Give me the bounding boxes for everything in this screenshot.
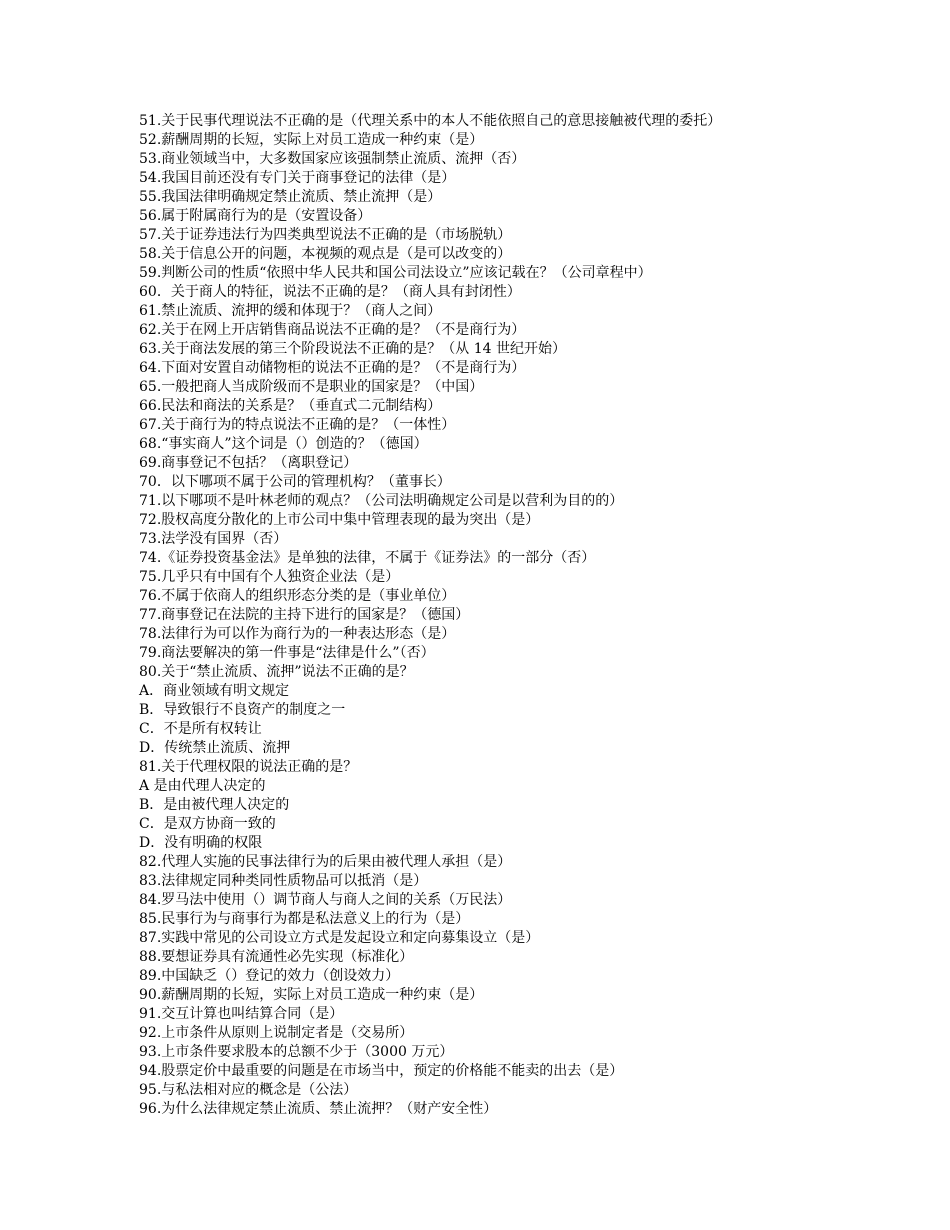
text-line: 65.一般把商人当成阶级而不是职业的国家是？（中国） xyxy=(139,379,484,395)
text-line: 84.罗马法中使用（）调节商人与商人之间的关系（万民法） xyxy=(139,892,512,908)
text-line: 53.商业领域当中，大多数国家应该强制禁止流质、流押（否） xyxy=(139,151,526,167)
text-line: 76.不属于依商人的组织形态分类的是（事业单位） xyxy=(139,588,456,604)
text-line: 79.商法要解决的第一件事是“法律是什么”（否） xyxy=(139,645,435,661)
text-line: 56.属于附属商行为的是（安置设备） xyxy=(139,208,372,224)
text-line: 63.关于商法发展的第三个阶段说法不正确的是？（从 14 世纪开始） xyxy=(139,341,566,357)
text-line: 72.股权高度分散化的上市公司中集中管理表现的最为突出（是） xyxy=(139,512,540,528)
text-line: 92.上市条件从原则上说制定者是（交易所） xyxy=(139,1025,414,1041)
text-line: 58.关于信息公开的问题，本视频的观点是（是可以改变的） xyxy=(139,246,512,262)
text-line: C．是双方协商一致的 xyxy=(139,816,276,832)
text-line: 60．关于商人的特征，说法不正确的是？（商人具有封闭性） xyxy=(139,284,521,300)
text-line: A 是由代理人决定的 xyxy=(139,778,266,794)
text-line: 90.薪酬周期的长短，实际上对员工造成一种约束（是） xyxy=(139,987,484,1003)
text-line: 73.法学没有国界（否） xyxy=(139,531,288,547)
text-line: 81.关于代理权限的说法正确的是？ xyxy=(139,759,358,775)
text-line: 89.中国缺乏（）登记的效力（创设效力） xyxy=(139,968,400,984)
text-line: 80.关于“禁止流质、流押”说法不正确的是？ xyxy=(139,664,414,680)
text-line: 93.上市条件要求股本的总额不少于（3000 万元） xyxy=(139,1044,454,1060)
text-line: 51.关于民事代理说法不正确的是（代理关系中的本人不能依照自己的意思接触被代理的委托） xyxy=(139,113,722,129)
text-line: 83.法律规定同种类同性质物品可以抵消（是） xyxy=(139,873,428,889)
text-line: 64.下面对安置自动储物柜的说法不正确的是？（不是商行为） xyxy=(139,360,526,376)
text-line: B．导致银行不良资产的制度之一 xyxy=(139,702,346,718)
text-line: 77.商事登记在法院的主持下进行的国家是？（德国） xyxy=(139,607,470,623)
text-line: D．没有明确的权限 xyxy=(139,835,263,851)
text-line: 94.股票定价中最重要的问题是在市场当中，预定的价格能不能卖的出去（是） xyxy=(139,1063,624,1079)
text-line: 91.交互计算也叫结算合同（是） xyxy=(139,1006,344,1022)
text-line: 55.我国法律明确规定禁止流质、禁止流押（是） xyxy=(139,189,442,205)
text-line: 52.薪酬周期的长短，实际上对员工造成一种约束（是） xyxy=(139,132,484,148)
text-line: 70．以下哪项不属于公司的管理机构？（董事长） xyxy=(139,474,451,490)
text-line: 74.《证券投资基金法》是单独的法律，不属于《证券法》的一部分（否） xyxy=(139,550,596,566)
text-line: 54.我国目前还没有专门关于商事登记的法律（是） xyxy=(139,170,456,186)
text-line: 71.以下哪项不是叶林老师的观点？（公司法明确规定公司是以营利为目的的） xyxy=(139,493,624,509)
text-line: 62.关于在网上开店销售商品说法不正确的是？（不是商行为） xyxy=(139,322,526,338)
text-line: 68.“事实商人”这个词是（）创造的？（德国） xyxy=(139,436,428,452)
text-line: 96.为什么法律规定禁止流质、禁止流押？（财产安全性） xyxy=(139,1101,498,1117)
text-line: B．是由被代理人决定的 xyxy=(139,797,290,813)
text-line: 75.几乎只有中国有个人独资企业法（是） xyxy=(139,569,400,585)
text-line: 82.代理人实施的民事法律行为的后果由被代理人承担（是） xyxy=(139,854,512,870)
text-line: 59.判断公司的性质“依照中华人民共和国公司法设立”应该记载在？（公司章程中） xyxy=(139,265,652,281)
text-line: A．商业领域有明文规定 xyxy=(139,683,290,699)
text-line: 67.关于商行为的特点说法不正确的是？（一体性） xyxy=(139,417,456,433)
text-line: 78.法律行为可以作为商行为的一种表达形态（是） xyxy=(139,626,456,642)
text-line: C．不是所有权转让 xyxy=(139,721,262,737)
text-line: 95.与私法相对应的概念是（公法） xyxy=(139,1082,358,1098)
text-line: 85.民事行为与商事行为都是私法意义上的行为（是） xyxy=(139,911,470,927)
text-line: 87.实践中常见的公司设立方式是发起设立和定向募集设立（是） xyxy=(139,930,540,946)
text-line: D．传统禁止流质、流押 xyxy=(139,740,291,756)
text-line: 88.要想证券具有流通性必先实现（标准化） xyxy=(139,949,414,965)
text-line: 57.关于证券违法行为四类典型说法不正确的是（市场脱轨） xyxy=(139,227,512,243)
text-line: 66.民法和商法的关系是？（垂直式二元制结构） xyxy=(139,398,442,414)
text-line: 61.禁止流质、流押的缓和体现于？（商人之间） xyxy=(139,303,442,319)
document-body xyxy=(139,112,899,1119)
text-line: 69.商事登记不包括？（离职登记） xyxy=(139,455,358,471)
